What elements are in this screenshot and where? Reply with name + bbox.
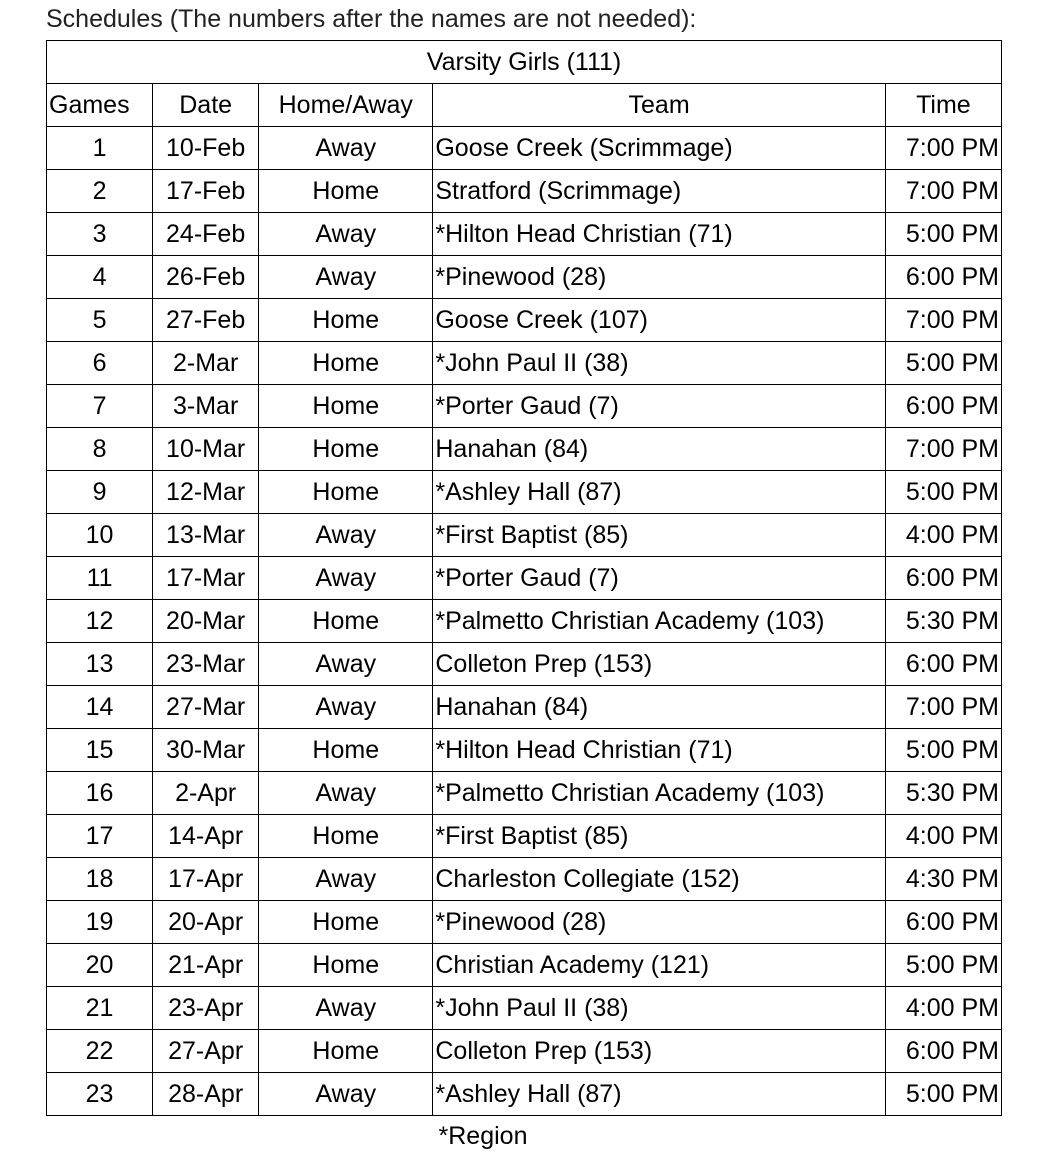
table-title: Varsity Girls (111) <box>47 41 1002 84</box>
cell-time: 6:00 PM <box>885 385 1001 428</box>
cell-team: *Hilton Head Christian (71) <box>433 729 885 772</box>
cell-game: 9 <box>47 471 153 514</box>
cell-game: 14 <box>47 686 153 729</box>
cell-team: *First Baptist (85) <box>433 514 885 557</box>
cell-team: *Pinewood (28) <box>433 256 885 299</box>
cell-game: 21 <box>47 987 153 1030</box>
cell-team: *Porter Gaud (7) <box>433 385 885 428</box>
cell-game: 19 <box>47 901 153 944</box>
cell-date: 23-Mar <box>153 643 259 686</box>
cell-time: 5:00 PM <box>885 1073 1001 1116</box>
table-row <box>47 514 1002 557</box>
cell-game: 17 <box>47 815 153 858</box>
cell-home-away: Away <box>259 127 433 170</box>
table-row <box>47 1030 1002 1073</box>
intro-text: Schedules (The numbers after the names are not needed): <box>46 5 697 33</box>
cell-home-away: Away <box>259 213 433 256</box>
cell-team: Hanahan (84) <box>433 428 885 471</box>
cell-time: 5:00 PM <box>885 213 1001 256</box>
table-row <box>47 170 1002 213</box>
cell-time: 5:00 PM <box>885 944 1001 987</box>
cell-game: 15 <box>47 729 153 772</box>
cell-game: 5 <box>47 299 153 342</box>
table-row <box>47 901 1002 944</box>
cell-game: 11 <box>47 557 153 600</box>
cell-date: 13-Mar <box>153 514 259 557</box>
table-row <box>47 428 1002 471</box>
cell-date: 27-Mar <box>153 686 259 729</box>
table-row <box>47 815 1002 858</box>
cell-time: 7:00 PM <box>885 127 1001 170</box>
cell-home-away: Home <box>259 385 433 428</box>
table-row <box>47 256 1002 299</box>
table-row <box>47 858 1002 901</box>
cell-date: 2-Apr <box>153 772 259 815</box>
cell-home-away: Away <box>259 987 433 1030</box>
cell-home-away: Away <box>259 1073 433 1116</box>
table-row <box>47 772 1002 815</box>
cell-game: 18 <box>47 858 153 901</box>
cell-date: 17-Apr <box>153 858 259 901</box>
cell-home-away: Away <box>259 256 433 299</box>
cell-game: 16 <box>47 772 153 815</box>
cell-home-away: Home <box>259 815 433 858</box>
cell-time: 5:00 PM <box>885 342 1001 385</box>
cell-time: 5:30 PM <box>885 772 1001 815</box>
cell-game: 20 <box>47 944 153 987</box>
schedule-body <box>47 127 1002 1116</box>
column-header-team: Team <box>433 84 885 127</box>
table-row <box>47 471 1002 514</box>
cell-time: 6:00 PM <box>885 1030 1001 1073</box>
cell-date: 2-Mar <box>153 342 259 385</box>
cell-game: 10 <box>47 514 153 557</box>
cell-home-away: Away <box>259 557 433 600</box>
cell-time: 7:00 PM <box>885 299 1001 342</box>
table-row <box>47 127 1002 170</box>
cell-time: 4:00 PM <box>885 987 1001 1030</box>
cell-date: 30-Mar <box>153 729 259 772</box>
cell-home-away: Home <box>259 901 433 944</box>
cell-home-away: Home <box>259 342 433 385</box>
column-header-home-away: Home/Away <box>259 84 433 127</box>
cell-home-away: Away <box>259 643 433 686</box>
cell-home-away: Home <box>259 471 433 514</box>
cell-date: 17-Mar <box>153 557 259 600</box>
cell-date: 26-Feb <box>153 256 259 299</box>
cell-home-away: Home <box>259 299 433 342</box>
cell-time: 5:00 PM <box>885 471 1001 514</box>
cell-home-away: Away <box>259 514 433 557</box>
table-row <box>47 600 1002 643</box>
table-row <box>47 686 1002 729</box>
cell-time: 7:00 PM <box>885 428 1001 471</box>
cell-team: *Ashley Hall (87) <box>433 1073 885 1116</box>
cell-date: 12-Mar <box>153 471 259 514</box>
table-row <box>47 385 1002 428</box>
cell-date: 20-Apr <box>153 901 259 944</box>
column-header-date: Date <box>153 84 259 127</box>
cell-game: 22 <box>47 1030 153 1073</box>
cell-time: 4:30 PM <box>885 858 1001 901</box>
cell-game: 13 <box>47 643 153 686</box>
cell-time: 4:00 PM <box>885 815 1001 858</box>
cell-time: 6:00 PM <box>885 901 1001 944</box>
cell-team: *Porter Gaud (7) <box>433 557 885 600</box>
table-title-row <box>47 41 1002 84</box>
schedule-table <box>46 40 1002 1116</box>
table-row <box>47 729 1002 772</box>
cell-game: 1 <box>47 127 153 170</box>
cell-date: 24-Feb <box>153 213 259 256</box>
table-row <box>47 299 1002 342</box>
cell-home-away: Away <box>259 772 433 815</box>
cell-game: 8 <box>47 428 153 471</box>
cell-team: Stratford (Scrimmage) <box>433 170 885 213</box>
cell-team: *Palmetto Christian Academy (103) <box>433 600 885 643</box>
cell-date: 20-Mar <box>153 600 259 643</box>
cell-team: Colleton Prep (153) <box>433 643 885 686</box>
cell-date: 10-Feb <box>153 127 259 170</box>
table-row <box>47 987 1002 1030</box>
cell-team: *John Paul II (38) <box>433 987 885 1030</box>
cell-home-away: Home <box>259 600 433 643</box>
table-row <box>47 944 1002 987</box>
cell-time: 5:00 PM <box>885 729 1001 772</box>
footnote: *Region <box>438 1122 528 1150</box>
cell-team: *Pinewood (28) <box>433 901 885 944</box>
cell-date: 3-Mar <box>153 385 259 428</box>
cell-game: 2 <box>47 170 153 213</box>
cell-game: 6 <box>47 342 153 385</box>
table-row <box>47 557 1002 600</box>
cell-home-away: Home <box>259 944 433 987</box>
cell-time: 5:30 PM <box>885 600 1001 643</box>
cell-team: *First Baptist (85) <box>433 815 885 858</box>
cell-team: Christian Academy (121) <box>433 944 885 987</box>
cell-game: 12 <box>47 600 153 643</box>
cell-date: 23-Apr <box>153 987 259 1030</box>
cell-date: 21-Apr <box>153 944 259 987</box>
table-row <box>47 213 1002 256</box>
cell-time: 6:00 PM <box>885 643 1001 686</box>
cell-game: 4 <box>47 256 153 299</box>
cell-team: *Palmetto Christian Academy (103) <box>433 772 885 815</box>
cell-time: 7:00 PM <box>885 686 1001 729</box>
cell-team: Hanahan (84) <box>433 686 885 729</box>
cell-home-away: Away <box>259 686 433 729</box>
cell-date: 10-Mar <box>153 428 259 471</box>
cell-game: 7 <box>47 385 153 428</box>
cell-team: Colleton Prep (153) <box>433 1030 885 1073</box>
cell-team: Goose Creek (107) <box>433 299 885 342</box>
cell-home-away: Home <box>259 170 433 213</box>
cell-team: Goose Creek (Scrimmage) <box>433 127 885 170</box>
cell-date: 17-Feb <box>153 170 259 213</box>
cell-date: 14-Apr <box>153 815 259 858</box>
table-row <box>47 342 1002 385</box>
column-header-games: Games <box>47 84 153 127</box>
cell-time: 7:00 PM <box>885 170 1001 213</box>
cell-time: 6:00 PM <box>885 557 1001 600</box>
cell-time: 4:00 PM <box>885 514 1001 557</box>
cell-date: 27-Feb <box>153 299 259 342</box>
cell-game: 23 <box>47 1073 153 1116</box>
column-header-time: Time <box>885 84 1001 127</box>
cell-team: *John Paul II (38) <box>433 342 885 385</box>
cell-game: 3 <box>47 213 153 256</box>
header-row <box>47 84 1002 127</box>
cell-home-away: Home <box>259 428 433 471</box>
cell-date: 28-Apr <box>153 1073 259 1116</box>
cell-team: Charleston Collegiate (152) <box>433 858 885 901</box>
cell-time: 6:00 PM <box>885 256 1001 299</box>
cell-team: *Hilton Head Christian (71) <box>433 213 885 256</box>
cell-home-away: Away <box>259 858 433 901</box>
table-row <box>47 1073 1002 1116</box>
table-row <box>47 643 1002 686</box>
cell-home-away: Home <box>259 729 433 772</box>
cell-home-away: Home <box>259 1030 433 1073</box>
cell-team: *Ashley Hall (87) <box>433 471 885 514</box>
cell-date: 27-Apr <box>153 1030 259 1073</box>
